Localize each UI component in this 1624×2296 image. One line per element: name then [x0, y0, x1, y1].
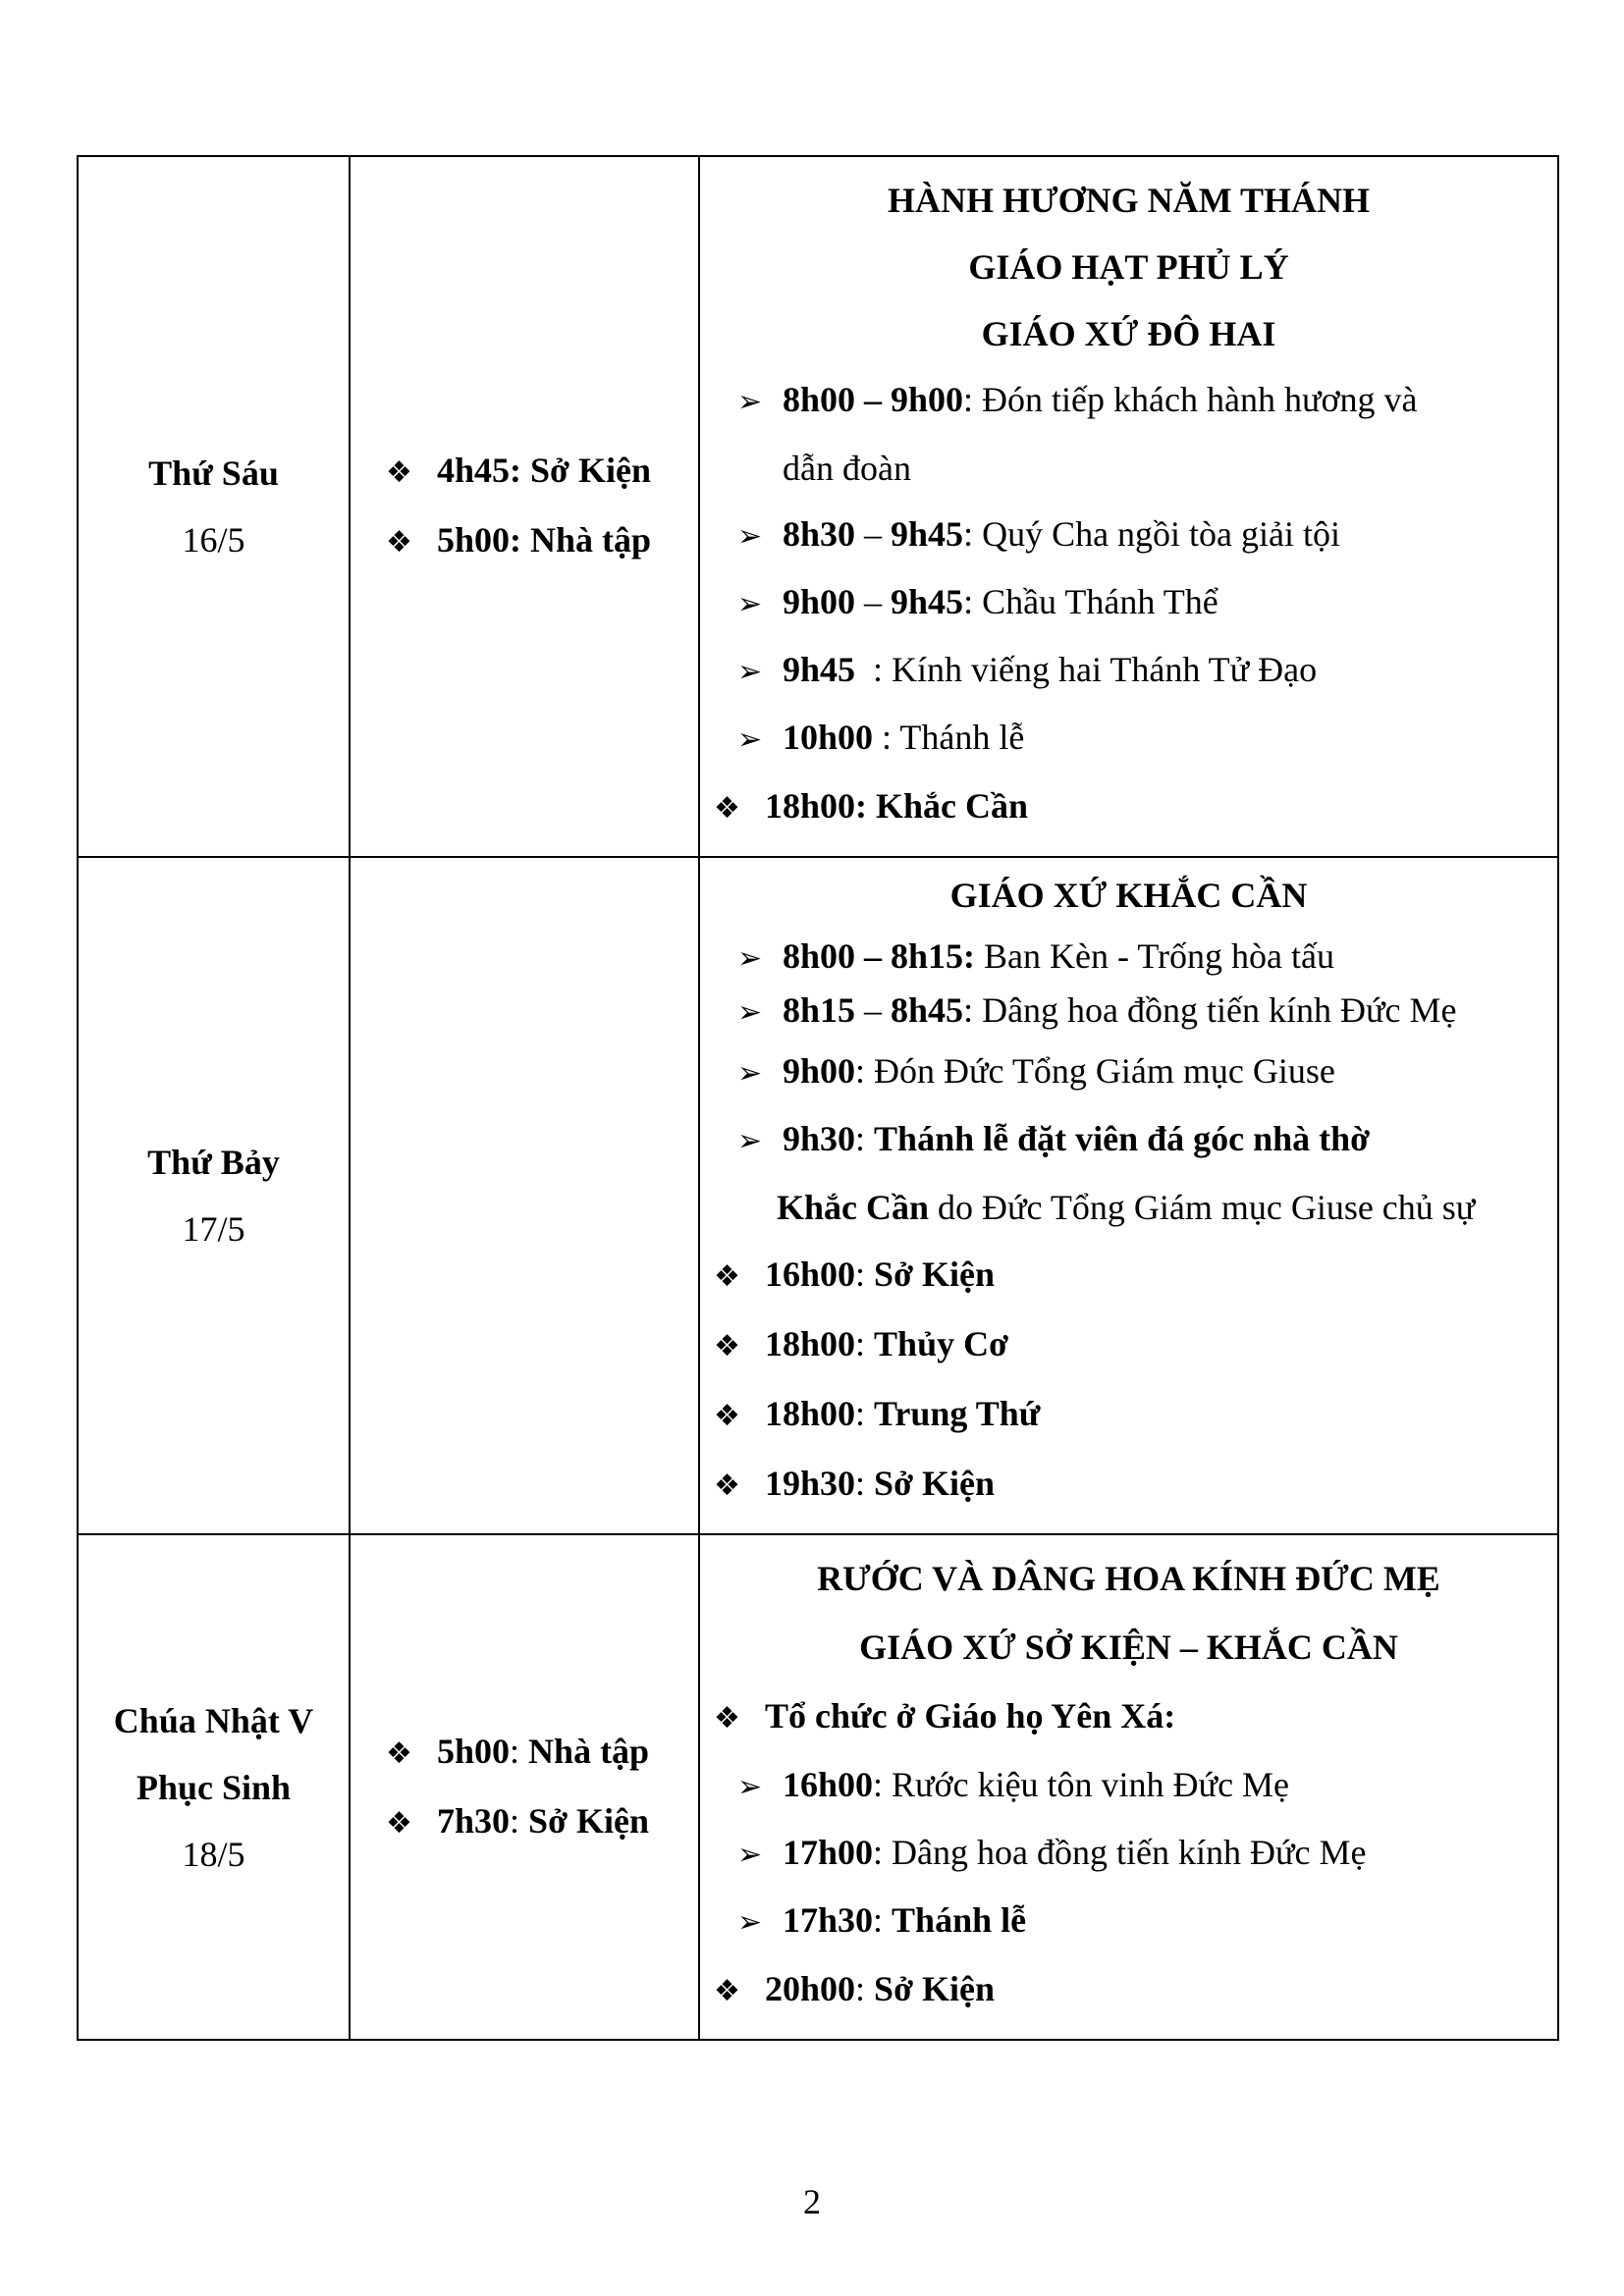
arrow-bullet-icon: ➢	[737, 941, 763, 976]
arrow-bullet-icon: ➢	[737, 519, 763, 554]
program-item: ➢ 8h00 – 8h15: Ban Kèn - Trống hòa tấu	[710, 931, 1547, 985]
event-item: ❖ 16h00: Sở Kiện	[710, 1241, 1547, 1310]
day-date: 16/5	[182, 520, 245, 560]
program-heading: HÀNH HƯƠNG NĂM THÁNH	[888, 181, 1370, 220]
arrow-bullet-icon: ➢	[737, 722, 763, 757]
program-item: ➢ 9h45 : Kính viếng hai Thánh Tử Đạo	[710, 637, 1547, 705]
day-cell	[78, 1534, 350, 2040]
schedule-row	[78, 156, 1558, 857]
event-item: ❖ 18h00: Khắc Cần	[710, 773, 1547, 842]
program-cell	[699, 156, 1558, 857]
mass-cell	[350, 857, 699, 1534]
program-item: ➢ 9h30: Thánh lễ đặt viên đá góc nhà thờ	[710, 1106, 1547, 1174]
schedule-row	[78, 1534, 1558, 2040]
day-date: 18/5	[182, 1834, 245, 1874]
program-item: ➢ 8h00 – 9h00: Đón tiếp khách hành hương và	[710, 367, 1547, 435]
diamond-bullet-icon: ❖	[386, 1805, 412, 1841]
program-item: ➢ 10h00 : Thánh lễ	[710, 705, 1547, 773]
diamond-bullet-icon: ❖	[714, 1399, 740, 1433]
diamond-bullet-icon: ❖	[714, 1468, 740, 1503]
program-heading: GIÁO XỨ ĐÔ HAI	[981, 314, 1276, 353]
diamond-bullet-icon: ❖	[714, 1701, 740, 1735]
program-item-continuation: Khắc Cần do Đức Tổng Giám mục Giuse chủ sự	[777, 1188, 1476, 1227]
day-cell	[78, 156, 350, 857]
day-date: 17/5	[182, 1209, 245, 1249]
arrow-bullet-icon: ➢	[737, 1056, 763, 1091]
schedule-table	[77, 155, 1559, 2041]
mass-cell	[350, 156, 699, 857]
program-cell	[699, 857, 1558, 1534]
event-item: ❖ 20h00: Sở Kiện	[710, 1955, 1547, 2025]
program-item: ➢ 8h30 – 9h45: Quý Cha ngồi tòa giải tội	[710, 502, 1547, 569]
diamond-bullet-icon: ❖	[714, 1974, 740, 2008]
program-heading: RƯỚC VÀ DÂNG HOA KÍNH ĐỨC MẸ	[817, 1559, 1440, 1598]
program-item-continuation: dẫn đoàn	[783, 449, 911, 488]
program-heading: GIÁO XỨ SỞ KIỆN – KHẮC CẦN	[859, 1628, 1398, 1667]
diamond-bullet-icon: ❖	[386, 1735, 412, 1771]
day-name: Thứ Bảy	[147, 1143, 280, 1182]
day-name: Phục Sinh	[135, 1767, 292, 1807]
mass-item: ❖ 5h00: Nhà tập	[386, 1718, 698, 1788]
diamond-bullet-icon: ❖	[386, 525, 412, 560]
page-number: 2	[803, 2182, 821, 2221]
event-item: ❖ 18h00: Thủy Cơ	[710, 1310, 1547, 1380]
program-item: ➢ 16h00: Rước kiệu tôn vinh Đức Mẹ	[710, 1752, 1547, 1820]
event-item: ❖ 18h00: Trung Thứ	[710, 1380, 1547, 1450]
program-item: ➢ 17h30: Thánh lễ	[710, 1888, 1547, 1955]
diamond-bullet-icon: ❖	[714, 1329, 740, 1363]
program-item: ➢ 9h00 – 9h45: Chầu Thánh Thể	[710, 569, 1547, 637]
mass-cell	[350, 1534, 699, 2040]
day-name: Thứ Sáu	[148, 454, 279, 493]
organizer-note: ❖ Tổ chức ở Giáo họ Yên Xá:	[710, 1682, 1547, 1752]
arrow-bullet-icon: ➢	[737, 995, 763, 1030]
arrow-bullet-icon: ➢	[737, 1124, 763, 1158]
day-cell	[78, 857, 350, 1534]
arrow-bullet-icon: ➢	[737, 385, 763, 419]
program-item: ➢ 8h15 – 8h45: Dâng hoa đồng tiến kính Đức Mẹ	[710, 985, 1547, 1039]
diamond-bullet-icon: ❖	[714, 791, 740, 826]
mass-item: ❖ 4h45: Sở Kiện	[386, 437, 698, 507]
event-item: ❖ 19h30: Sở Kiện	[710, 1450, 1547, 1520]
mass-item: ❖ 7h30: Sở Kiện	[386, 1788, 698, 1857]
diamond-bullet-icon: ❖	[714, 1259, 740, 1294]
program-heading: GIÁO XỨ KHẮC CẦN	[949, 876, 1308, 915]
mass-item: ❖ 5h00: Nhà tập	[386, 507, 698, 576]
program-heading: GIÁO HẠT PHỦ LÝ	[968, 247, 1289, 287]
arrow-bullet-icon: ➢	[737, 1905, 763, 1940]
arrow-bullet-icon: ➢	[737, 1838, 763, 1872]
schedule-row	[78, 857, 1558, 1534]
program-cell	[699, 1534, 1558, 2040]
diamond-bullet-icon: ❖	[386, 455, 412, 490]
arrow-bullet-icon: ➢	[737, 587, 763, 621]
day-name: Chúa Nhật V	[113, 1700, 314, 1740]
arrow-bullet-icon: ➢	[737, 655, 763, 689]
program-item: ➢ 9h00: Đón Đức Tổng Giám mục Giuse	[710, 1039, 1547, 1106]
arrow-bullet-icon: ➢	[737, 1770, 763, 1804]
program-item: ➢ 17h00: Dâng hoa đồng tiến kính Đức Mẹ	[710, 1820, 1547, 1888]
